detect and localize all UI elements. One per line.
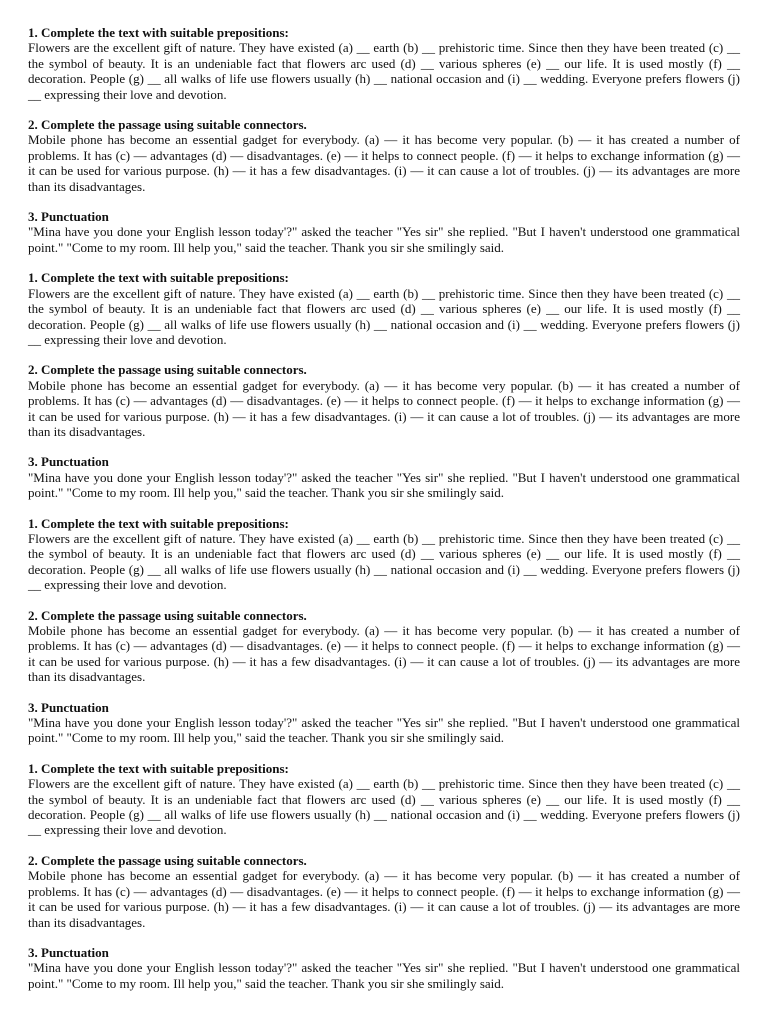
section-heading: 3. Punctuation — [28, 944, 109, 960]
section-heading: 2. Complete the passage using suitable connectors. — [28, 362, 307, 378]
section-paragraph: Flowers are the excellent gift of nature. They have existed (a) __ earth (b) __ prehistoric time. Since then they have been treated (c) __ the symbol of beauty. It is an undeniable fact that flowers arc used (d) __ various spheres (e) __ our life. It is used mostly (f) __ decoration. People (g) __ all walks of life use flowers usually (h) __ national occasion and (i) __ wedding. Everyone prefers flowers (j) __ expressing their love and devotion. — [28, 776, 740, 838]
section-heading: 2. Complete the passage using suitable connectors. — [28, 852, 307, 868]
section-heading: 3. Punctuation — [28, 454, 109, 470]
section-heading: 2. Complete the passage using suitable connectors. — [28, 117, 307, 133]
exercise-section — [28, 270, 740, 347]
exercise-section — [28, 700, 740, 746]
section-heading: 1. Complete the text with suitable prepositions: — [28, 270, 289, 286]
section-paragraph: Mobile phone has become an essential gadget for everybody. (a) — it has become very popular. (b) — it has created a number of problems. It has (c) — advantages (d) — disadvantages. (e) — it helps to connect people. (f) — it helps to exchange information (g) — it can be used for various purpose. (h) — it has a few disadvantages. (i) — it can cause a lot of troubles. (j) — its advantages are more than its disadvantages. — [28, 132, 740, 194]
exercise-section — [28, 516, 740, 593]
section-paragraph: "Mina have you done your English lesson today'?" asked the teacher "Yes sir" she replied. "But I haven't understood one grammatical point." "Come to my room. Ill help you," said the teacher. Thank you sir she smilingly said. — [28, 960, 740, 991]
section-heading: 3. Punctuation — [28, 209, 109, 225]
exercise-section — [28, 209, 740, 255]
exercise-section — [28, 945, 740, 991]
section-heading: 1. Complete the text with suitable prepositions: — [28, 760, 289, 776]
section-paragraph: Mobile phone has become an essential gadget for everybody. (a) — it has become very popular. (b) — it has created a number of problems. It has (c) — advantages (d) — disadvantages. (e) — it helps to connect people. (f) — it helps to exchange information (g) — it can be used for various purpose. (h) — it has a few disadvantages. (i) — it can cause a lot of troubles. (j) — its advantages are more than its disadvantages. — [28, 868, 740, 930]
exercise-section — [28, 853, 740, 930]
exercise-section — [28, 454, 740, 500]
exercise-section — [28, 117, 740, 194]
section-paragraph: "Mina have you done your English lesson today'?" asked the teacher "Yes sir" she replied. "But I haven't understood one grammatical point." "Come to my room. Ill help you," said the teacher. Thank you sir she smilingly said. — [28, 715, 740, 746]
section-paragraph: Flowers are the excellent gift of nature. They have existed (a) __ earth (b) __ prehistoric time. Since then they have been treated (c) __ the symbol of beauty. It is an undeniable fact that flowers arc used (d) __ various spheres (e) __ our life. It is used mostly (f) __ decoration. People (g) __ all walks of life use flowers usually (h) __ national occasion and (i) __ wedding. Everyone prefers flowers (j) __ expressing their love and devotion. — [28, 40, 740, 102]
exercise-section — [28, 25, 740, 102]
section-paragraph: Flowers are the excellent gift of nature. They have existed (a) __ earth (b) __ prehistoric time. Since then they have been treated (c) __ the symbol of beauty. It is an undeniable fact that flowers arc used (d) __ various spheres (e) __ our life. It is used mostly (f) __ decoration. People (g) __ all walks of life use flowers usually (h) __ national occasion and (i) __ wedding. Everyone prefers flowers (j) __ expressing their love and devotion. — [28, 285, 740, 347]
exercise-section — [28, 608, 740, 685]
section-heading: 3. Punctuation — [28, 699, 109, 715]
section-heading: 2. Complete the passage using suitable connectors. — [28, 607, 307, 623]
section-paragraph: "Mina have you done your English lesson today'?" asked the teacher "Yes sir" she replied. "But I haven't understood one grammatical point." "Come to my room. Ill help you," said the teacher. Thank you sir she smilingly said. — [28, 224, 740, 255]
section-paragraph: Flowers are the excellent gift of nature. They have existed (a) __ earth (b) __ prehistoric time. Since then they have been treated (c) __ the symbol of beauty. It is an undeniable fact that flowers arc used (d) __ various spheres (e) __ our life. It is used mostly (f) __ decoration. People (g) __ all walks of life use flowers usually (h) __ national occasion and (i) __ wedding. Everyone prefers flowers (j) __ expressing their love and devotion. — [28, 530, 740, 593]
exercise-section — [28, 362, 740, 439]
section-heading: 1. Complete the text with suitable prepositions: — [28, 25, 289, 40]
exercise-section — [28, 761, 740, 838]
section-paragraph: Mobile phone has become an essential gadget for everybody. (a) — it has become very popular. (b) — it has created a number of problems. It has (c) — advantages (d) — disadvantages. (e) — it helps to connect people. (f) — it helps to exchange information (g) — it can be used for various purpose. (h) — it has a few disadvantages. (i) — it can cause a lot of troubles. (j) — its advantages are more than its disadvantages. — [28, 623, 740, 685]
section-paragraph: Mobile phone has become an essential gadget for everybody. (a) — it has become very popular. (b) — it has created a number of problems. It has (c) — advantages (d) — disadvantages. (e) — it helps to connect people. (f) — it helps to exchange information (g) — it can be used for various purpose. (h) — it has a few disadvantages. (i) — it can cause a lot of troubles. (j) — its advantages are more than its disadvantages. — [28, 377, 740, 439]
section-paragraph: "Mina have you done your English lesson today'?" asked the teacher "Yes sir" she replied. "But I haven't understood one grammatical point." "Come to my room. Ill help you," said the teacher. Thank you sir she smilingly said. — [28, 469, 740, 501]
section-heading: 1. Complete the text with suitable prepositions: — [28, 515, 289, 531]
